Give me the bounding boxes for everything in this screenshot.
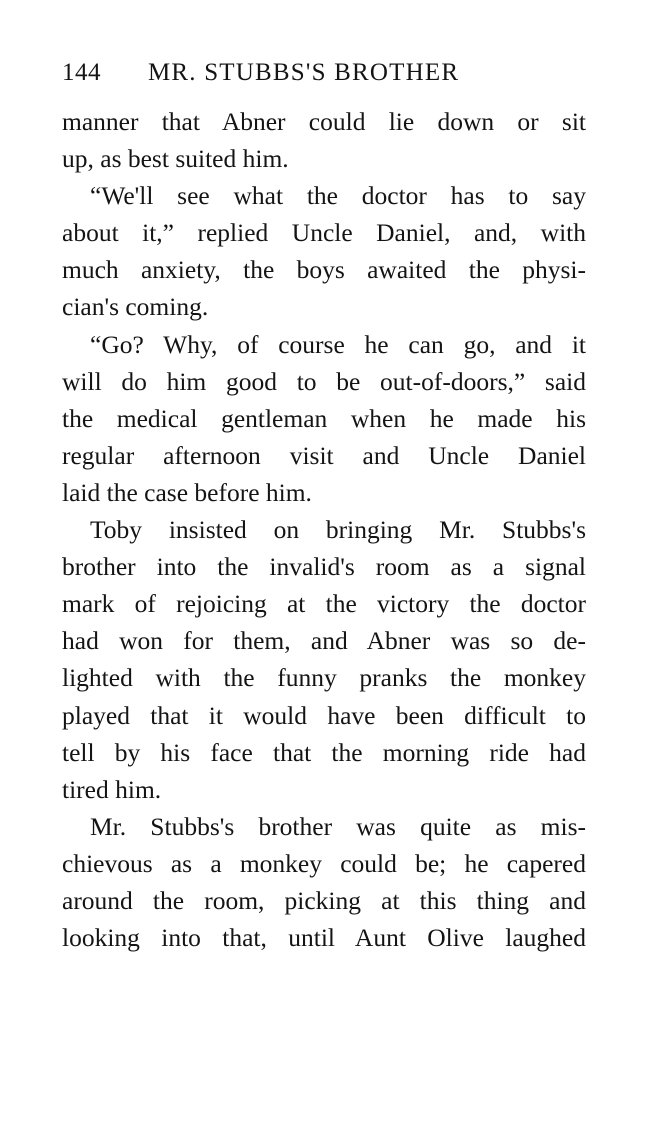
- text-line: lighted with the funny pranks the monkey: [62, 663, 586, 693]
- text-line: up, as best suited him.: [62, 144, 289, 174]
- body-text: [62, 103, 586, 956]
- page-number: 144: [62, 59, 101, 86]
- text-line: around the room, picking at this thing and: [62, 885, 586, 915]
- text-line: will do him good to be out-of-doors,” said: [62, 366, 586, 396]
- text-line: cian's coming.: [62, 292, 209, 322]
- text-line: manner that Abner could lie down or sit: [62, 107, 586, 136]
- text-line: “We'll see what the doctor has to say: [90, 181, 586, 211]
- book-title: MR. STUBBS'S BROTHER: [148, 59, 460, 86]
- text-line: about it,” replied Uncle Daniel, and, with: [62, 218, 586, 248]
- text-line: much anxiety, the boys awaited the physi-: [62, 255, 586, 285]
- running-head: [62, 56, 592, 90]
- text-line: tell by his face that the morning ride had: [62, 737, 586, 767]
- text-line: Toby insisted on bringing Mr. Stubbs's: [90, 515, 586, 545]
- text-line: tired him.: [62, 774, 162, 804]
- text-line: laid the case before him.: [62, 477, 312, 507]
- text-line: “Go? Why, of course he can go, and it: [90, 329, 586, 359]
- text-line: had won for them, and Abner was so de-: [62, 626, 586, 656]
- text-line: mark of rejoicing at the victory the doctor: [62, 589, 586, 619]
- text-line: regular afternoon visit and Uncle Daniel: [62, 440, 586, 470]
- text-line: looking into that, until Aunt Olive laughed: [62, 923, 586, 953]
- text-line: played that it would have been difficult to: [62, 700, 586, 730]
- text-line: Mr. Stubbs's brother was quite as mis-: [90, 811, 586, 841]
- text-line: brother into the invalid's room as a signal: [62, 552, 586, 582]
- text-line: chievous as a monkey could be; he capered: [62, 848, 586, 878]
- text-line: the medical gentleman when he made his: [62, 403, 586, 433]
